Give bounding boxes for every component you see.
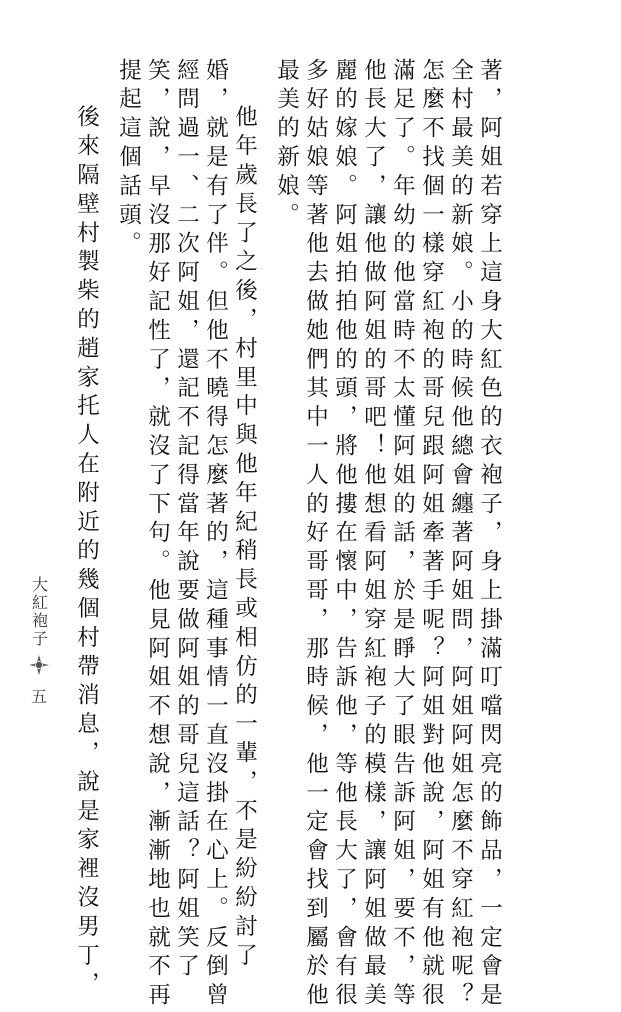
book-title: 大紅袍子 bbox=[29, 576, 49, 648]
text-column: 他長大了，讓他做阿姐的哥吧！他想看阿姐穿紅袍子的模樣，讓阿姐做最美 bbox=[360, 58, 387, 1012]
page-number: 五 bbox=[30, 687, 47, 706]
text-column: 多好姑娘等著他去做她們其中一人的好哥哥，那時候，他一定會找到屬於他 bbox=[302, 58, 329, 1012]
text-column: 全村最美的新娘。小的時候他總會纏著阿姐問，阿姐阿姐怎麼不穿紅袍呢？ bbox=[447, 58, 474, 1012]
text-column: 著，阿姐若穿上這身大紅色的衣袍子，身上掛滿叮噹閃亮的飾品，一定會是 bbox=[476, 58, 503, 1012]
ornament-icon bbox=[28, 652, 50, 678]
text-column: 提起這個話頭。 bbox=[115, 58, 142, 261]
text-column: 滿足了。年幼的他當時不太懂阿姐的話，於是睜大了眼告訴阿姐，要不，等 bbox=[389, 58, 416, 1012]
text-column: 笑，說，早沒那好記性了，就沒了下句。他見阿姐不想說，漸漸地也就不再 bbox=[144, 58, 171, 1012]
text-column: 後來隔壁村製柴的趙家托人在附近的幾個村帶消息，說是家裡沒男丁， bbox=[73, 76, 100, 1001]
text-column: 麗的嫁娘。阿姐拍拍他的頭，將他摟在懷中，告訴他，等他長大了，會有很 bbox=[331, 58, 358, 1012]
text-column: 他年歲長了之後，村里中與他年紀稍長或相仿的一輩，不是紛紛討了 bbox=[231, 76, 258, 972]
page-footer bbox=[26, 576, 52, 707]
text-column: 經問過一、二次阿姐，還記不記得當年說要做阿姐的哥兒這話？阿姐笑了 bbox=[173, 58, 200, 983]
text-column: 婚，就是有了伴。但他不曉得怎麼著的，這種事情一直沒掛在心上。反倒曾 bbox=[202, 58, 229, 1012]
text-column: 最美的新娘。 bbox=[273, 58, 300, 232]
text-column: 怎麼不找個一樣穿紅袍的哥兒跟阿姐牽著手呢？阿姐對他說，阿姐有他就很 bbox=[418, 58, 445, 1012]
